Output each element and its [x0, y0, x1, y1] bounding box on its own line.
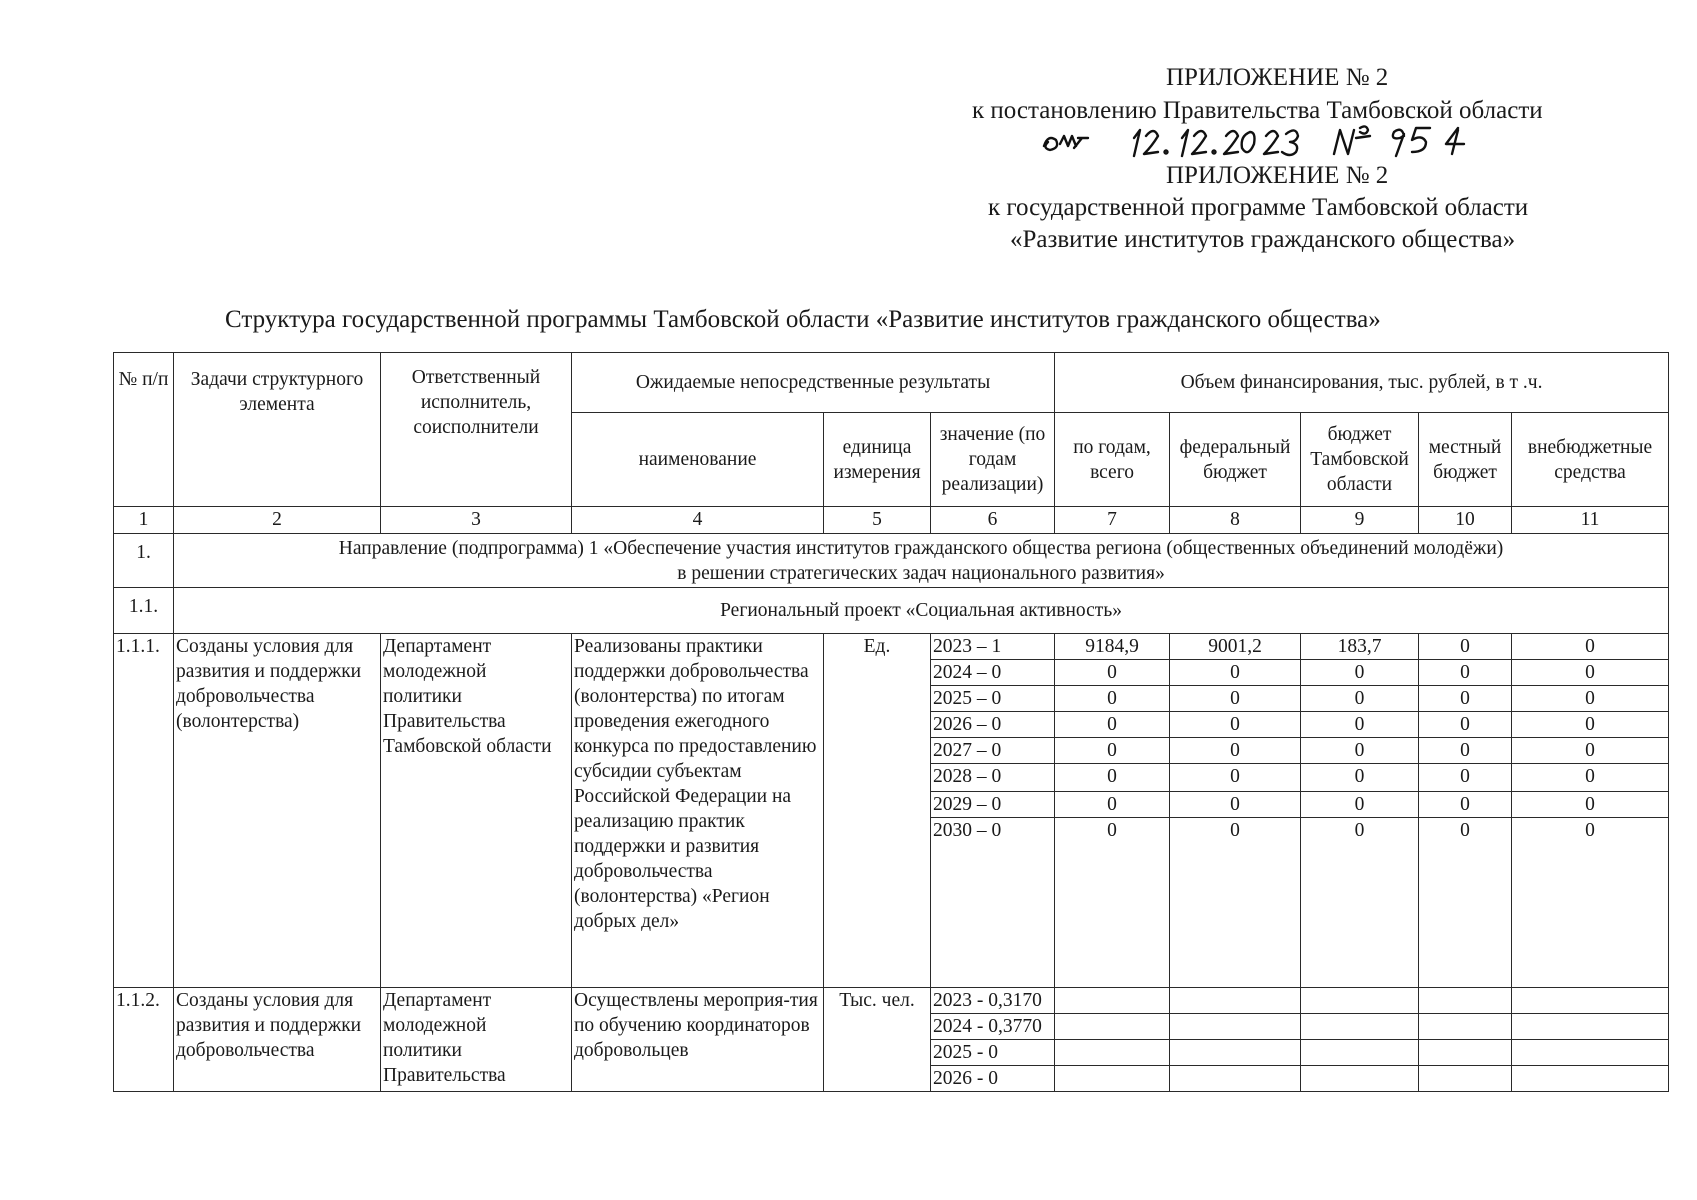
year-value: 2026 – 0: [931, 712, 1055, 738]
column-number: 7: [1055, 507, 1170, 534]
year-value: 2028 – 0: [931, 764, 1055, 792]
regional-value: 0: [1301, 764, 1419, 792]
total-value: 0: [1055, 660, 1170, 686]
year-value: 2025 - 0: [931, 1040, 1055, 1066]
empty-cell: [1512, 1014, 1669, 1040]
local-value: 0: [1419, 764, 1512, 792]
empty-cell: [1301, 1066, 1419, 1092]
empty-cell: [1419, 1066, 1512, 1092]
col-tasks-header: Задачи структурного элемента: [174, 353, 381, 507]
table-row: [114, 988, 1669, 1014]
regional-value: 0: [1301, 686, 1419, 712]
empty-cell: [1170, 1014, 1301, 1040]
year-value: 2030 – 0: [931, 818, 1055, 988]
year-value: 2025 – 0: [931, 686, 1055, 712]
local-value: 0: [1419, 686, 1512, 712]
section-1-line-2: в решении стратегических задач национального развития»: [677, 563, 1165, 584]
funding-group-header: Объем финансирования, тыс. рублей, в т .ч.: [1055, 353, 1669, 413]
total-value: 0: [1055, 792, 1170, 818]
empty-cell: [1055, 988, 1170, 1014]
section-1-1-title: Региональный проект «Социальная активность»: [174, 588, 1669, 634]
year-value: 2026 - 0: [931, 1066, 1055, 1092]
row-1-1-2-task: Созданы условия для развития и поддержки добровольчества: [174, 988, 381, 1092]
extra-value: 0: [1512, 738, 1669, 764]
local-value: 0: [1419, 738, 1512, 764]
empty-cell: [1512, 1040, 1669, 1066]
program-structure-table: [113, 352, 1669, 1092]
row-1-1-2-name: Осуществлены мероприя-тия по обучению координаторов добровольцев: [572, 988, 824, 1092]
appendix-heading: ПРИЛОЖЕНИЕ № 2: [1166, 64, 1389, 91]
header-row-1: [114, 353, 1669, 413]
empty-cell: [1512, 988, 1669, 1014]
handwritten-signature-image: [1038, 118, 1498, 164]
extra-value: 0: [1512, 660, 1669, 686]
regional-value: 183,7: [1301, 634, 1419, 660]
federal-value: 0: [1170, 818, 1301, 988]
section-1-1-row: [114, 588, 1669, 634]
federal-value: 0: [1170, 764, 1301, 792]
extra-value: 0: [1512, 686, 1669, 712]
empty-cell: [1055, 1014, 1170, 1040]
table-row: [114, 634, 1669, 660]
total-value: 9184,9: [1055, 634, 1170, 660]
column-number: 1: [114, 507, 174, 534]
empty-cell: [1055, 1040, 1170, 1066]
handwritten-date-number: [1038, 118, 1498, 164]
federal-value: 0: [1170, 792, 1301, 818]
total-value: 0: [1055, 738, 1170, 764]
federal-value: 9001,2: [1170, 634, 1301, 660]
section-1-title: [174, 534, 1669, 588]
column-number: 4: [572, 507, 824, 534]
program-name: «Развитие институтов гражданского общества»: [1010, 226, 1516, 253]
extra-value: 0: [1512, 792, 1669, 818]
column-number: 10: [1419, 507, 1512, 534]
row-1-1-2-num: 1.1.2.: [114, 988, 174, 1092]
federal-value: 0: [1170, 686, 1301, 712]
col-value-header: значение (по годам реализации): [931, 413, 1055, 507]
regional-value: 0: [1301, 738, 1419, 764]
column-number-row: [114, 507, 1669, 534]
col-federal-header: федеральный бюджет: [1170, 413, 1301, 507]
empty-cell: [1419, 1014, 1512, 1040]
year-value: 2029 – 0: [931, 792, 1055, 818]
year-value: 2023 - 0,3170: [931, 988, 1055, 1014]
row-1-1-2-unit: Тыс. чел.: [824, 988, 931, 1092]
row-1-1-1-num: 1.1.1.: [114, 634, 174, 988]
col-unit-header: единица измерения: [824, 413, 931, 507]
empty-cell: [1419, 1040, 1512, 1066]
row-1-1-1-unit: Ед.: [824, 634, 931, 988]
results-group-header: Ожидаемые непосредственные результаты: [572, 353, 1055, 413]
regional-value: 0: [1301, 712, 1419, 738]
federal-value: 0: [1170, 660, 1301, 686]
col-regional-header: бюджет Тамбовской области: [1301, 413, 1419, 507]
extra-value: 0: [1512, 712, 1669, 738]
row-1-1-1-task: Созданы условия для развития и поддержки добровольчества (волонтерства): [174, 634, 381, 988]
col-resp-header: Ответственный исполнитель, соисполнители: [381, 353, 572, 507]
row-1-1-1-name: Реализованы практики поддержки добровольчества (волонтерства) по итогам проведения ежегодного конкурса по предоставлению субсидии субъектам Российской Федерации на реализацию практик поддержки и развития добровольчества (волонтерства) «Регион добрых дел»: [572, 634, 824, 988]
regional-value: 0: [1301, 792, 1419, 818]
row-1-1-2-resp: Департамент молодежной политики Правительства: [381, 988, 572, 1092]
extra-value: 0: [1512, 818, 1669, 988]
column-number: 6: [931, 507, 1055, 534]
total-value: 0: [1055, 818, 1170, 988]
empty-cell: [1301, 1014, 1419, 1040]
column-number: 2: [174, 507, 381, 534]
year-value: 2024 - 0,3770: [931, 1014, 1055, 1040]
year-value: 2023 – 1: [931, 634, 1055, 660]
section-1-1-num: 1.1.: [114, 588, 174, 634]
column-number: 11: [1512, 507, 1669, 534]
total-value: 0: [1055, 712, 1170, 738]
total-value: 0: [1055, 686, 1170, 712]
empty-cell: [1170, 1066, 1301, 1092]
empty-cell: [1512, 1066, 1669, 1092]
empty-cell: [1170, 1040, 1301, 1066]
column-number: 5: [824, 507, 931, 534]
col-num-header: № п/п: [114, 353, 174, 507]
year-value: 2027 – 0: [931, 738, 1055, 764]
regional-value: 0: [1301, 660, 1419, 686]
program-reference: к государственной программе Тамбовской области: [988, 194, 1529, 221]
column-number: 3: [381, 507, 572, 534]
decree-reference: к постановлению Правительства Тамбовской области: [972, 97, 1543, 124]
empty-cell: [1419, 988, 1512, 1014]
col-total-header: по годам, всего: [1055, 413, 1170, 507]
federal-value: 0: [1170, 712, 1301, 738]
row-1-1-1-resp: Департамент молодежной политики Правительства Тамбовской области: [381, 634, 572, 988]
col-name-header: наименование: [572, 413, 824, 507]
local-value: 0: [1419, 712, 1512, 738]
total-value: 0: [1055, 764, 1170, 792]
section-1-num: 1.: [114, 534, 174, 588]
regional-value: 0: [1301, 818, 1419, 988]
section-1-row: [114, 534, 1669, 588]
extra-value: 0: [1512, 764, 1669, 792]
document-title: Структура государственной программы Тамбовской области «Развитие институтов гражданского общества»: [225, 306, 1381, 333]
column-number: 8: [1170, 507, 1301, 534]
local-value: 0: [1419, 818, 1512, 988]
federal-value: 0: [1170, 738, 1301, 764]
local-value: 0: [1419, 634, 1512, 660]
year-value: 2024 – 0: [931, 660, 1055, 686]
local-value: 0: [1419, 660, 1512, 686]
local-value: 0: [1419, 792, 1512, 818]
empty-cell: [1301, 1040, 1419, 1066]
section-1-line-1: Направление (подпрограмма) 1 «Обеспечение участия институтов гражданского общества региона (общественных объединений молодёжи): [338, 538, 1504, 559]
col-local-header: местный бюджет: [1419, 413, 1512, 507]
appendix-heading-2: ПРИЛОЖЕНИЕ № 2: [1166, 162, 1389, 189]
column-number: 9: [1301, 507, 1419, 534]
empty-cell: [1301, 988, 1419, 1014]
empty-cell: [1055, 1066, 1170, 1092]
col-extra-header: внебюджетные средства: [1512, 413, 1669, 507]
empty-cell: [1170, 988, 1301, 1014]
extra-value: 0: [1512, 634, 1669, 660]
